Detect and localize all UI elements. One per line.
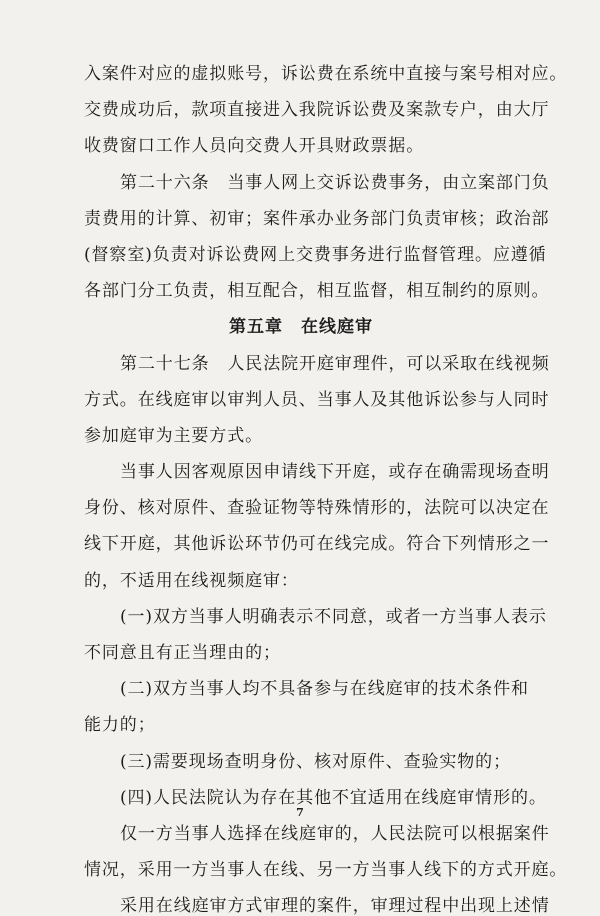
list-item-4-line: (四)人民法院认为存在其他不宜适用在线庭审情形的。 xyxy=(120,787,547,808)
text-line: 不同意且有正当理由的； xyxy=(84,643,281,663)
text-line: 入案件对应的虚拟账号，诉讼费在系统中直接与案号相对应。 xyxy=(84,64,568,84)
text-line: 各部门分工负责，相互配合，相互监督，相互制约的原则。 xyxy=(84,281,550,302)
text-line: 采用在线庭审方式审理的案件，审理过程中出现上述情 xyxy=(120,896,550,916)
page-number: 7 xyxy=(296,806,304,819)
text-line: 收费窗口工作人员向交费人开具财政票据。 xyxy=(84,136,425,157)
text-line: 仅一方当事人选择在线庭审的，人民法院可以根据案件 xyxy=(120,823,550,844)
text-line: 身份、核对原件、查验证物等特殊情形的，法院可以决定在 xyxy=(84,498,550,519)
text-line: (督察室)负责对诉讼费网上交费事务进行监督管理。应遵循 xyxy=(84,244,547,265)
text-line: 交费成功后，款项直接进入我院诉讼费及案款专户，由大厅 xyxy=(84,100,550,121)
chapter-heading: 第五章 在线庭审 xyxy=(229,317,373,338)
list-item-2-line: (二)双方当事人均不具备参与在线庭审的技术条件和 xyxy=(120,679,529,700)
text-line: 参加庭审为主要方式。 xyxy=(84,425,263,446)
text-line: 的，不适用在线视频庭审： xyxy=(84,570,299,591)
list-item-1-line: (一)双方当事人明确表示不同意，或者一方当事人表示 xyxy=(120,606,547,627)
text-line: 情况，采用一方当事人在线、另一方当事人线下的方式开庭。 xyxy=(84,860,568,881)
text-line: 当事人因客观原因申请线下开庭，或存在确需现场查明 xyxy=(120,462,550,483)
list-item-3-line: (三)需要现场查明身份、核对原件、查验实物的； xyxy=(120,751,511,772)
text-line: 能力的； xyxy=(84,715,156,736)
text-line: 方式。在线庭审以审判人员、当事人及其他诉讼参与人同时 xyxy=(84,389,550,410)
article-27-line: 第二十七条 人民法院开庭审理件，可以采取在线视频 xyxy=(120,353,550,374)
text-line: 责费用的计算、初审；案件承办业务部门负责审核；政治部 xyxy=(84,208,550,229)
text-line: 线下开庭，其他诉讼环节仍可在线完成。符合下列情形之一 xyxy=(84,534,550,555)
article-26-line: 第二十六条 当事人网上交诉讼费事务，由立案部门负 xyxy=(120,172,550,193)
